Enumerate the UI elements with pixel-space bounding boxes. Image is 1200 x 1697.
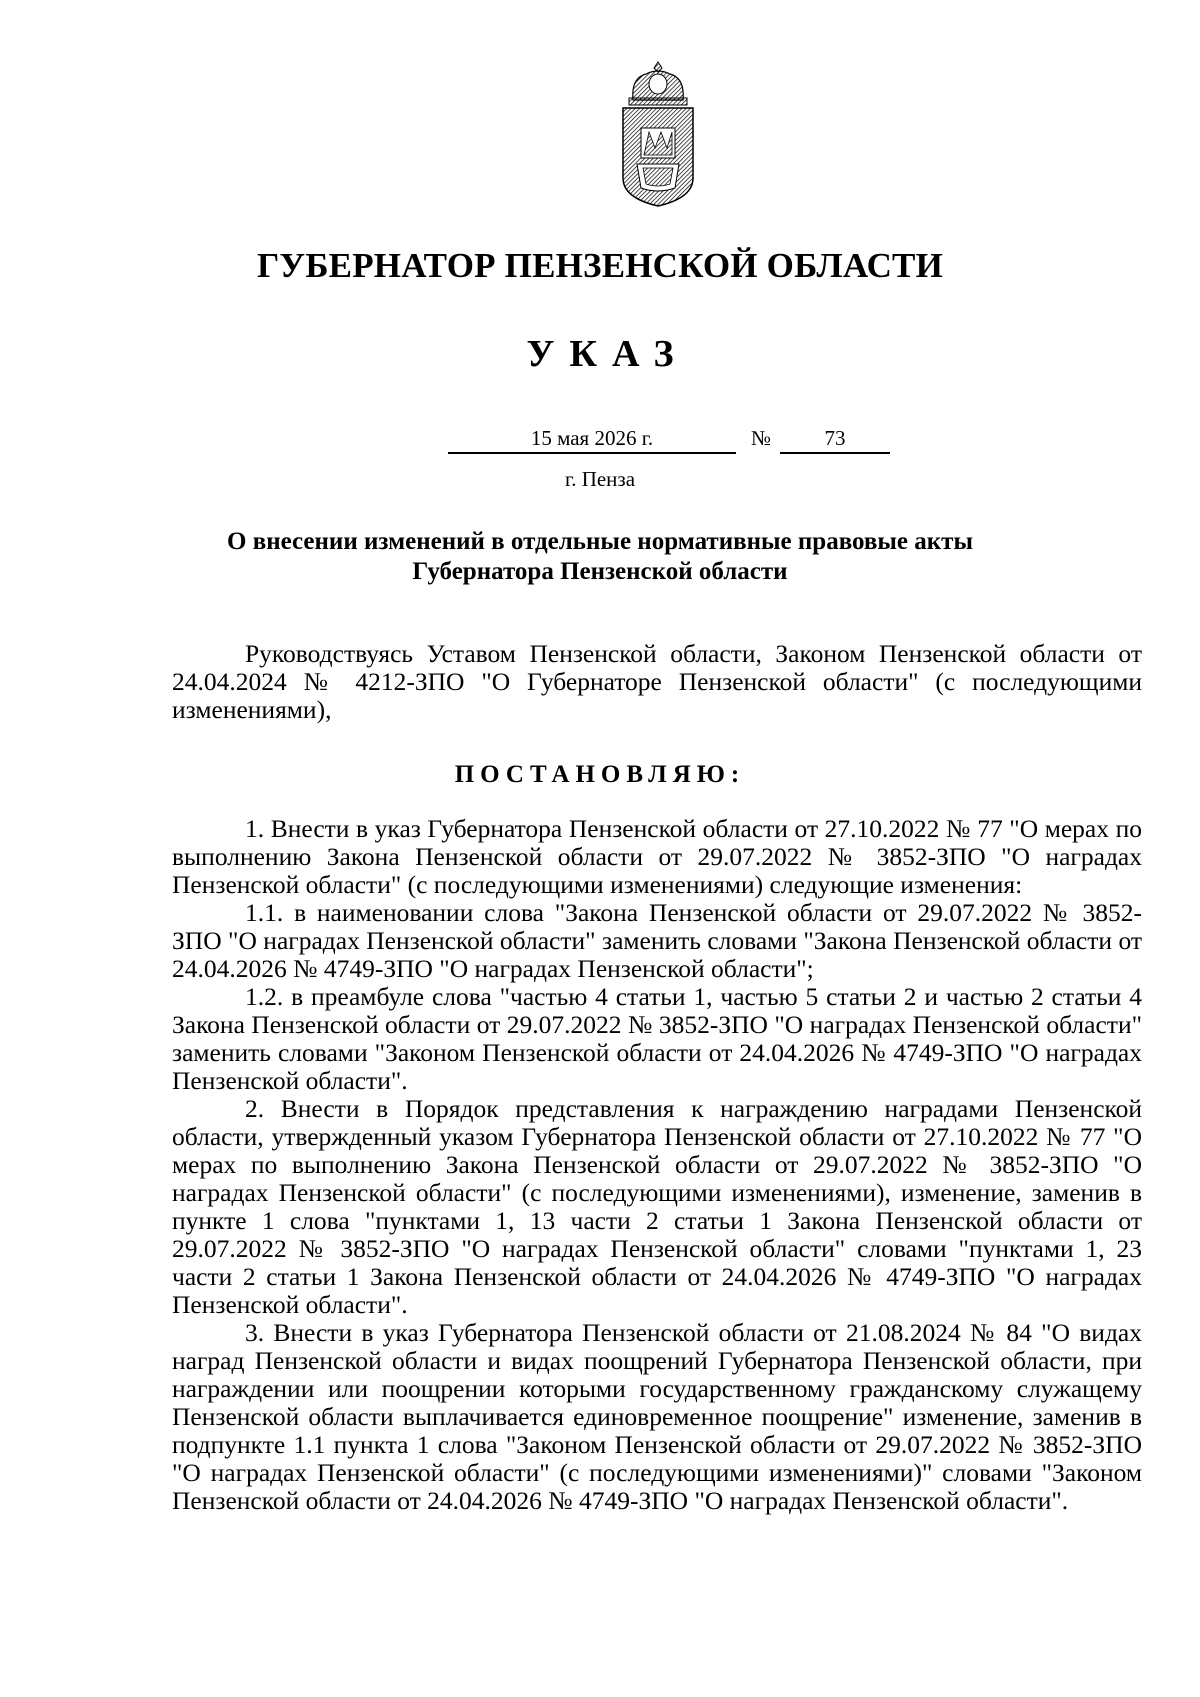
document-number: 73 xyxy=(780,424,890,454)
decree-items xyxy=(172,815,1142,1515)
item-3: 3. Внести в указ Губернатора Пензенской области от 21.08.2024 № 84 "О видах наград Пензенской области и видах поощрений Губернатора Пензенской области, при награждении или поощрении которыми государственному гражданскому служащему Пензенской области выплачивается единовременное поощрение" изменение, заменив в подпункте 1.1 пункта 1 слова "Законом Пензенской области от 29.07.2022 № 3852-ЗПО "О наградах Пензенской области" (с последующими изменениями)" словами "Законом Пензенской области от 24.04.2026 № 4749-ЗПО "О наградах Пензенской области". xyxy=(172,1318,1142,1515)
item-1-1: 1.1. в наименовании слова "Закона Пензенской области от 29.07.2022 № 3852-ЗПО "О наградах Пензенской области" заменить словами "Закона Пензенской области от 24.04.2026 № 4749-ЗПО "О наградах Пензенской области"; xyxy=(172,898,1142,983)
city: г. Пенза xyxy=(564,467,636,491)
item-1: 1. Внести в указ Губернатора Пензенской области от 27.10.2022 № 77 "О мерах по выполнению Закона Пензенской области от 29.07.2022 № 3852-ЗПО "О наградах Пензенской области" (с последующими изменениями) следующие изменения: xyxy=(172,814,1142,899)
item-1-2: 1.2. в преамбуле слова "частью 4 статьи 1, частью 5 статьи 2 и частью 2 статьи 4 Закона Пензенской области от 29.07.2022 № 3852-ЗПО "О наградах Пензенской области" заменить словами "Законом Пензенской области от 24.04.2026 № 4749-ЗПО "О наградах Пензенской области". xyxy=(172,982,1142,1095)
preamble-text: Руководствуясь Уставом Пензенской области, Законом Пензенской области от 24.04.2024 № 4212-ЗПО "О Губернаторе Пензенской области" (с последующими изменениями), xyxy=(172,639,1142,724)
preamble xyxy=(172,640,1142,724)
number-sign: № xyxy=(750,426,772,450)
subject-line-1: О внесении изменений в отдельные нормативные правовые акты xyxy=(227,528,973,555)
item-2: 2. Внести в Порядок представления к награждению наградами Пензенской области, утвержденный указом Губернатора Пензенской области от 27.10.2022 № 77 "О мерах по выполнению Закона Пензенской области от 29.07.2022 № 3852-ЗПО "О наградах Пензенской области" (с последующими изменениями), изменение, заменив в пункте 1 слова "пунктами 1, 13 части 2 статьи 1 Закона Пензенской области от 29.07.2022 № 3852-ЗПО "О наградах Пензенской области" словами "пунктами 1, 23 части 2 статьи 1 Закона Пензенской области от 24.04.2026 № 4749-ЗПО "О наградах Пензенской области". xyxy=(172,1094,1142,1319)
decree-word: ПОСТАНОВЛЯЮ: xyxy=(454,761,746,788)
document-subject xyxy=(0,527,1200,587)
document-date: 15 мая 2026 г. xyxy=(448,424,736,454)
subject-line-2: Губернатора Пензенской области xyxy=(412,558,788,585)
document-type: УКАЗ xyxy=(526,333,689,375)
coat-of-arms-emblem xyxy=(611,60,706,208)
org-title: ГУБЕРНАТОР ПЕНЗЕНСКОЙ ОБЛАСТИ xyxy=(256,246,944,285)
